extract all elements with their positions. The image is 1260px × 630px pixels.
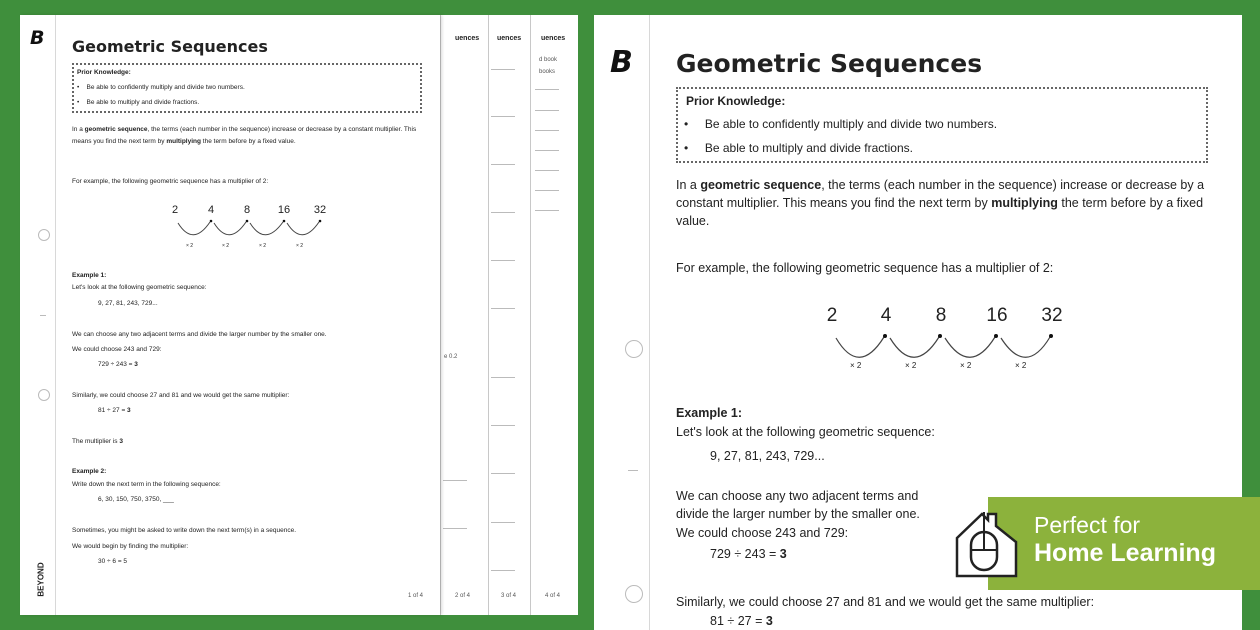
multiplier-label: × 2 (259, 243, 267, 249)
page-title: Geometric Sequences (676, 49, 983, 78)
text-line: Similarly, we could choose 27 and 81 and we would get the same multiplier: (72, 392, 290, 399)
sequence-text: 6, 30, 150, 750, 3750, ___ (98, 496, 174, 503)
brand-logo-icon: B (30, 27, 45, 49)
page-title: Geometric Sequences (72, 37, 268, 56)
sequence-text: 9, 27, 81, 243, 729... (710, 449, 825, 463)
example-intro: For example, the following geometric sequence has a multiplier of 2: (676, 261, 1054, 275)
page-gutter (20, 15, 56, 615)
multiplier-label: × 2 (1015, 361, 1027, 370)
list-item: • Be able to confidently multiply and divide two numbers. (77, 84, 245, 91)
sequence-term: 8 (243, 204, 251, 216)
sequence-term: 2 (171, 204, 179, 216)
page-header-snippet: uences (497, 35, 522, 42)
fold-mark (40, 315, 46, 316)
example-1-heading: Example 1: (676, 406, 743, 420)
page-header-snippet: uences (455, 35, 480, 42)
sequence-term: 4 (207, 204, 215, 216)
prior-knowledge-heading: Prior Knowledge: (77, 69, 131, 76)
sequence-term: 4 (880, 305, 892, 326)
back-page-3 (488, 15, 530, 615)
sequence-term: 8 (935, 305, 947, 326)
prior-knowledge-heading: Prior Knowledge: (686, 94, 786, 108)
text-line: Let's look at the following geometric sequence: (676, 425, 935, 439)
multiplier-label: × 2 (960, 361, 972, 370)
page-number: 1 of 4 (408, 593, 424, 599)
calculation: 729 ÷ 243 = 3 (710, 547, 787, 561)
text-line: The multiplier is 3 (72, 438, 123, 445)
sequence-term: 16 (277, 204, 291, 216)
punch-hole-icon (38, 229, 50, 241)
intro-paragraph: In a geometric sequence, the terms (each number in the sequence) increase or decrease by a constant multiplier. This means you find the next term by multiplying the term before by a fixed value. (72, 126, 417, 145)
multiplier-label: × 2 (905, 361, 917, 370)
calculation: 81 ÷ 27 = 3 (710, 614, 773, 628)
text-line: Similarly, we could choose 27 and 81 and we would get the same multiplier: (676, 595, 1095, 609)
back-page-4 (530, 15, 578, 615)
sequence-term: 2 (826, 305, 838, 326)
text-snippet: d book (539, 57, 558, 63)
calculation: 30 ÷ 6 = 5 (98, 558, 128, 565)
banner-line-2: Home Learning (1034, 539, 1216, 567)
worksheet-page-1-thumbnail (20, 15, 440, 615)
text-line: We can choose any two adjacent terms and divide the larger number by the smaller one. (72, 331, 327, 338)
punch-hole-icon (625, 340, 643, 358)
page-gutter (594, 15, 650, 630)
sequence-term: 32 (1041, 305, 1063, 326)
text-line: We could choose 243 and 729: (72, 346, 162, 353)
list-item: • Be able to confidently multiply and divide two numbers. (684, 117, 998, 131)
text-line: Sometimes, you might be asked to write down the next term(s) in a sequence. (72, 527, 296, 534)
multiplier-label: × 2 (296, 243, 304, 249)
text-line: Let's look at the following geometric sequence: (72, 284, 207, 291)
page-header-snippet: uences (541, 35, 566, 42)
brand-logo-icon: B (610, 45, 633, 80)
text-line: We could choose 243 and 729: (676, 526, 849, 540)
example-intro: For example, the following geometric sequence has a multiplier of 2: (72, 178, 269, 185)
house-mouse-icon (954, 508, 1020, 580)
multiplier-label: × 2 (850, 361, 862, 370)
intro-paragraph: In a geometric sequence, the terms (each number in the sequence) increase or decrease by a constant multiplier. This means you find the next term by multiplying the term before by a fixed value. (676, 178, 1205, 228)
fold-mark (628, 470, 638, 471)
example-1-heading: Example 1: (72, 272, 107, 279)
list-item: • Be able to multiply and divide fractions. (684, 141, 913, 155)
text-line: Write down the next term in the following sequence: (72, 481, 221, 488)
sequence-term: 32 (313, 204, 327, 216)
calculation: 729 ÷ 243 = 3 (98, 361, 138, 368)
brand-logo-text: BEYOND (36, 562, 46, 597)
multiplier-label: × 2 (186, 243, 194, 249)
list-item: • Be able to multiply and divide fractions. (77, 99, 200, 106)
multiplier-label: × 2 (222, 243, 230, 249)
page-number: 3 of 4 (501, 593, 517, 599)
text-line: We can choose any two adjacent terms and divide the larger number by the smaller one. (676, 489, 920, 521)
text-snippet: e 0.2 (444, 354, 458, 360)
back-page-2 (440, 15, 488, 615)
page-number: 4 of 4 (545, 593, 561, 599)
punch-hole-icon (38, 389, 50, 401)
banner-line-1: Perfect for (1034, 512, 1141, 538)
example-2-heading: Example 2: (72, 468, 107, 475)
home-learning-banner (988, 497, 1260, 590)
calculation: 81 ÷ 27 = 3 (98, 407, 131, 414)
punch-hole-icon (625, 585, 643, 603)
multiplier-arcs (175, 219, 325, 241)
page-number: 2 of 4 (455, 593, 471, 599)
text-snippet: books (539, 69, 556, 75)
text-line: We would begin by finding the multiplier: (72, 543, 189, 550)
sequence-text: 9, 27, 81, 243, 729... (98, 300, 158, 307)
sequence-term: 16 (986, 305, 1008, 326)
